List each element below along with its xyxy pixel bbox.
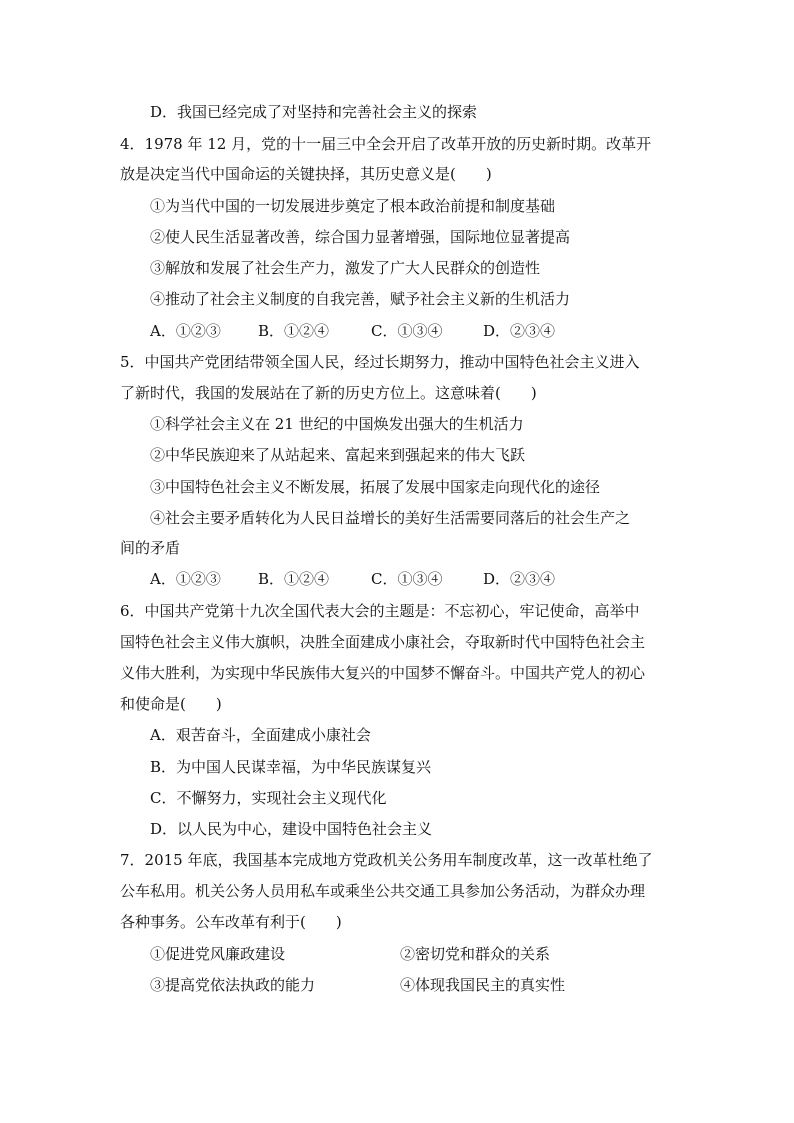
q6-option-b[interactable]: B．为中国人民谋幸福，为中华民族谋复兴 <box>150 758 432 776</box>
q6-stem-line3: 义伟大胜利，为实现中华民族伟大复兴的中国梦不懈奋斗。中国共产党人的初心 <box>120 664 646 682</box>
q5-statement-1: ①科学社会主义在 21 世纪的中国焕发出强大的生机活力 <box>150 415 524 433</box>
q4-option-d[interactable]: D．②③④ <box>483 322 556 340</box>
q6-option-c[interactable]: C．不懈努力，实现社会主义现代化 <box>150 789 387 807</box>
q4-option-a[interactable]: A．①②③ <box>150 322 221 340</box>
q7-statement-2: ②密切党和群众的关系 <box>400 945 551 963</box>
q5-option-d[interactable]: D．②③④ <box>483 570 556 588</box>
q5-statement-4: ④社会主要矛盾转化为人民日益增长的美好生活需要同落后的社会生产之 <box>150 509 631 527</box>
q7-statement-3: ③提高党依法执政的能力 <box>150 976 316 994</box>
q6-stem-line1: 6．中国共产党第十九次全国代表大会的主题是：不忘初心，牢记使命，高举中 <box>120 602 640 620</box>
q4-stem-line2: 放是决定当代中国命运的关键抉择，其历史意义是( ) <box>120 165 492 183</box>
q5-statement-2: ②中华民族迎来了从站起来、富起来到强起来的伟大飞跃 <box>150 446 526 464</box>
q4-options <box>150 321 555 341</box>
q6-option-a[interactable]: A．艰苦奋斗，全面建成小康社会 <box>150 726 371 744</box>
q6-option-d[interactable]: D．以人民为中心，建设中国特色社会主义 <box>150 820 433 838</box>
q7-statement-4: ④体现我国民主的真实性 <box>400 976 566 994</box>
q4-statement-4: ④推动了社会主义制度的自我完善，赋予社会主义新的生机活力 <box>150 290 571 308</box>
q5-stem-line1: 5．中国共产党团结带领全国人民，经过长期努力，推动中国特色社会主义进入 <box>120 353 640 371</box>
q5-option-b[interactable]: B．①②④ <box>258 570 330 588</box>
q3-option-d: D．我国已经完成了对坚持和完善社会主义的探索 <box>150 103 478 121</box>
q5-option-c[interactable]: C．①③④ <box>371 570 443 588</box>
q7-stem-line3: 各种事务。公车改革有利于( ) <box>120 913 342 931</box>
q5-statement-3: ③中国特色社会主义不断发展，拓展了发展中国家走向现代化的途径 <box>150 478 601 496</box>
q5-options <box>150 569 555 589</box>
q6-stem-line4: 和使命是( ) <box>120 695 222 713</box>
q5-statement-4-cont: 间的矛盾 <box>120 539 181 557</box>
q7-statement-1: ①促进党风廉政建设 <box>150 945 286 963</box>
q5-option-a[interactable]: A．①②③ <box>150 570 221 588</box>
q4-option-c[interactable]: C．①③④ <box>371 322 443 340</box>
q4-statement-2: ②使人民生活显著改善，综合国力显著增强，国际地位显著提高 <box>150 228 571 246</box>
q7-stem-line2: 公车私用。机关公务人员用私车或乘坐公共交通工具参加公务活动，为群众办理 <box>120 882 646 900</box>
q4-stem-line1: 4．1978 年 12 月，党的十一届三中全会开启了改革开放的历史新时期。改革开 <box>120 135 652 153</box>
q4-statement-3: ③解放和发展了社会生产力，激发了广大人民群众的创造性 <box>150 259 541 277</box>
q7-stem-line1: 7．2015 年底，我国基本完成地方党政机关公务用车制度改革，这一改革杜绝了 <box>120 851 653 869</box>
q4-option-b[interactable]: B．①②④ <box>258 322 330 340</box>
q6-stem-line2: 国特色社会主义伟大旗帜，决胜全面建成小康社会，夺取新时代中国特色社会主 <box>120 633 646 651</box>
q5-stem-line2: 了新时代，我国的发展站在了新的历史方位上。这意味着( ) <box>120 384 537 402</box>
q4-statement-1: ①为当代中国的一切发展进步奠定了根本政治前提和制度基础 <box>150 197 556 215</box>
